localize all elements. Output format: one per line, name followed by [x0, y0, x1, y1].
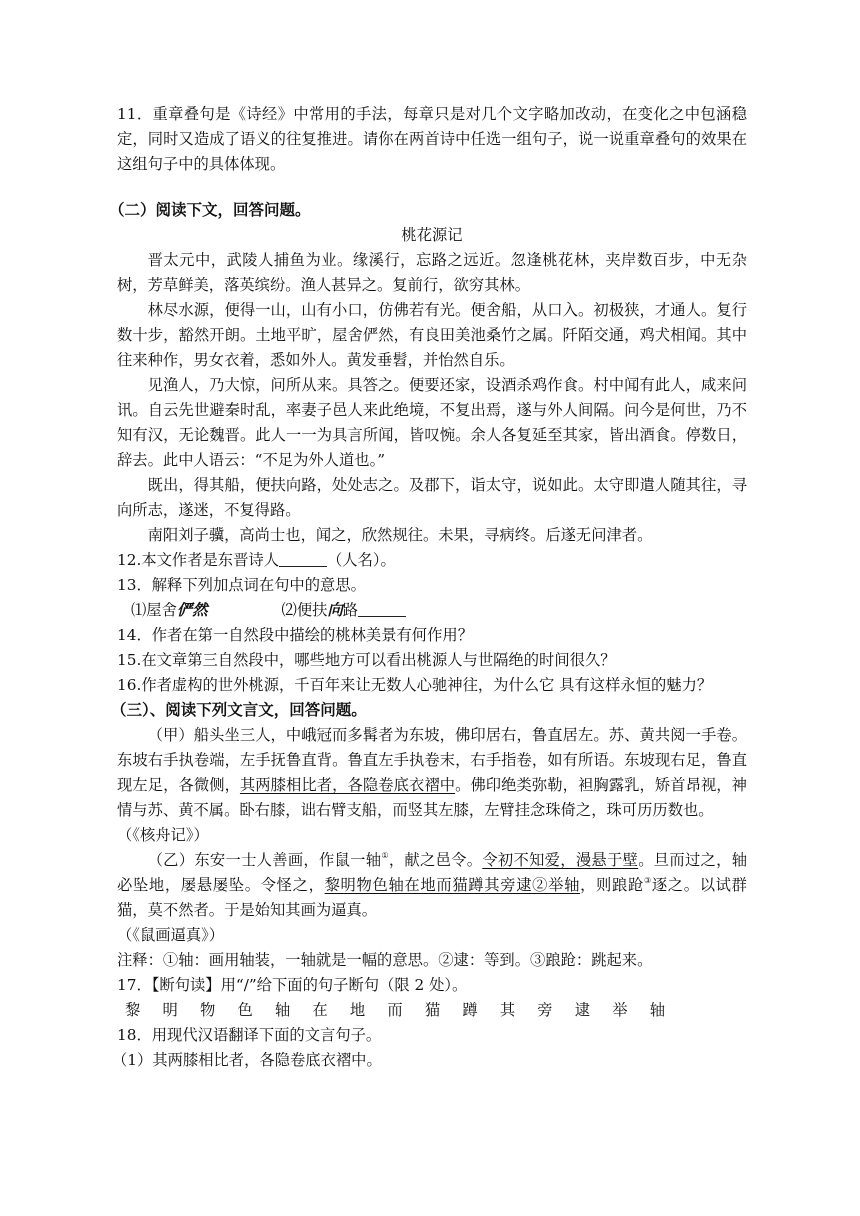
answer-blank[interactable]	[279, 548, 327, 567]
passage-paragraph-2: 林尽水源，便得一山，山有小口，仿佛若有光。便舍船，从口入。初极狭，才通人。复行数十步，豁然开朗。土地平旷，屋舍俨然，有良田美池桑竹之属。阡陌交通，鸡犬相闻。其中往来种作，男女衣着，悉如外人。黄发垂髫，并怡然自乐。	[117, 301, 747, 369]
yi-source: （《鼠画逼真》）	[117, 926, 225, 944]
question-18-item-1: （1）其两膝相比者，各隐卷底衣褶中。	[112, 1051, 382, 1069]
question-12	[117, 548, 747, 573]
spacer	[117, 177, 747, 198]
q13-item-1-word: 俨然	[176, 601, 208, 619]
section-2-heading: （二）阅读下文，回答问题。	[109, 201, 311, 219]
footnote-marker-3: ③	[643, 876, 652, 885]
answer-blank[interactable]	[358, 598, 406, 617]
yi-text-3: 。旦而过之，轴必坠地，屡悬屡坠。令怪之，	[117, 851, 747, 894]
passage-paragraph-3: 见渔人，乃大惊，问所从来。具答之。便要还家，设酒杀鸡作食。村中闻有此人，咸来问讯。自云先世避秦时乱，率妻子邑人来此绝境，不复出焉，遂与外人间隔。问今是何世，乃不知有汉，无论魏晋。此人一一为具言所闻，皆叹惋。余人各复延至其家，皆出酒食。停数日，辞去。此中人语云：“不足为外人道也。”	[117, 376, 747, 469]
notes: 注释：①轴：画用轴装，一轴就是一幅的意思。②逮：等到。③踉跄：跳起来。	[117, 951, 653, 969]
passage-title: 桃花源记	[401, 226, 463, 244]
yi-text-1: （乙）东安一士人善画，作鼠一轴	[147, 851, 382, 869]
yi-underlined-sentence-1: 令初不知爱，漫悬于壁	[482, 851, 639, 869]
document-page	[109, 102, 747, 1073]
q13-item-2-suffix: 路	[342, 601, 359, 619]
passage-yi	[117, 848, 747, 923]
passage-paragraph-1: 晋太元中，武陵人捕鱼为业。缘溪行，忘路之远近。忽逢桃花林，夹岸数百步，中无杂树，芳草鲜美，落英缤纷。渔人甚异之。复前行，欲穷其林。	[117, 251, 747, 294]
q13-item-1-prefix: ⑴屋舍	[131, 601, 177, 619]
jia-text-2: 。佛印绝类弥勒，袒胸露乳，矫首昂视，神情与苏、黄不属。卧右膝，诎右臂支船，而竖其左膝，左臂挂念珠倚之，珠可历历数也。	[117, 776, 747, 819]
jia-source: （《核舟记》）	[117, 826, 209, 844]
question-18: 18．用现代汉语翻译下面的文言句子。	[117, 1026, 382, 1044]
q13-item-2-word: 向	[327, 601, 343, 619]
yi-underlined-sentence-2: 黎明物色轴在地而猫蹲其旁逮②举轴	[324, 876, 581, 894]
question-17-sentence: 黎明物色轴在地而猫蹲其旁逮举轴	[125, 1001, 688, 1019]
passage-paragraph-5: 南阳刘子骥，高尚士也，闻之，欣然规往。未果，寻病终。后遂无问津者。	[147, 526, 653, 544]
q13-item-2-prefix: ⑵便扶	[281, 601, 328, 619]
passage-jia	[117, 723, 747, 823]
question-13-items	[131, 598, 747, 623]
passage-paragraph-4: 既出，得其船，便扶向路，处处志之。及郡下，诣太守，说如此。太守即遣人随其往，寻向所志，遂迷，不复得路。	[117, 476, 747, 519]
question-12-suffix: （人名）。	[327, 551, 396, 569]
question-15: 15.在文章第三自然段中，哪些地方可以看出桃源人与世隔绝的时间很久？	[117, 651, 616, 669]
question-16: 16.作者虚构的世外桃源，千百年来让无数人心驰神往，为什么它 具有这样永恒的魅力？	[117, 676, 713, 694]
question-13: 13．解释下列加点词在句中的意思。	[117, 576, 366, 594]
question-12-text: 12.本文作者是东晋诗人	[117, 551, 279, 569]
yi-text-4: ，则踉跄	[580, 876, 644, 894]
question-17: 17．【断句读】用“/”给下面的句子断句（限 2 处）。	[117, 976, 468, 994]
question-11: 11．重章叠句是《诗经》中常用的手法，每章只是对几个文字略加改动，在变化之中包涵稳定，同时又造成了语义的往复推进。请你在两首诗中任选一组句子，说一说重章叠句的效果在这组句子中的具体体现。	[117, 105, 747, 173]
jia-underlined-sentence: 其两膝相比者，各隐卷底衣褶中	[239, 776, 456, 794]
question-14: 14．作者在第一自然段中描绘的桃林美景有何作用？	[117, 626, 473, 644]
jia-text-1: （甲）船头坐三人，中峨冠而多髯者为东坡，佛印居右，鲁直居左。苏、黄共阅一手卷。东坡右手执卷端，左手抚鲁直背。鲁直左手执卷末，右手指卷，如有所语。东坡现右足，鲁直现左足，各微侧，	[117, 726, 747, 794]
footnote-marker-1: ①	[381, 851, 389, 860]
yi-text-5: 逐之。以试群猫，莫不然者。于是始知其画为逼真。	[117, 876, 747, 919]
section-3-heading: （三）、阅读下列文言文，回答问题。	[111, 701, 367, 719]
yi-text-2: ，献之邑令。	[388, 851, 483, 869]
